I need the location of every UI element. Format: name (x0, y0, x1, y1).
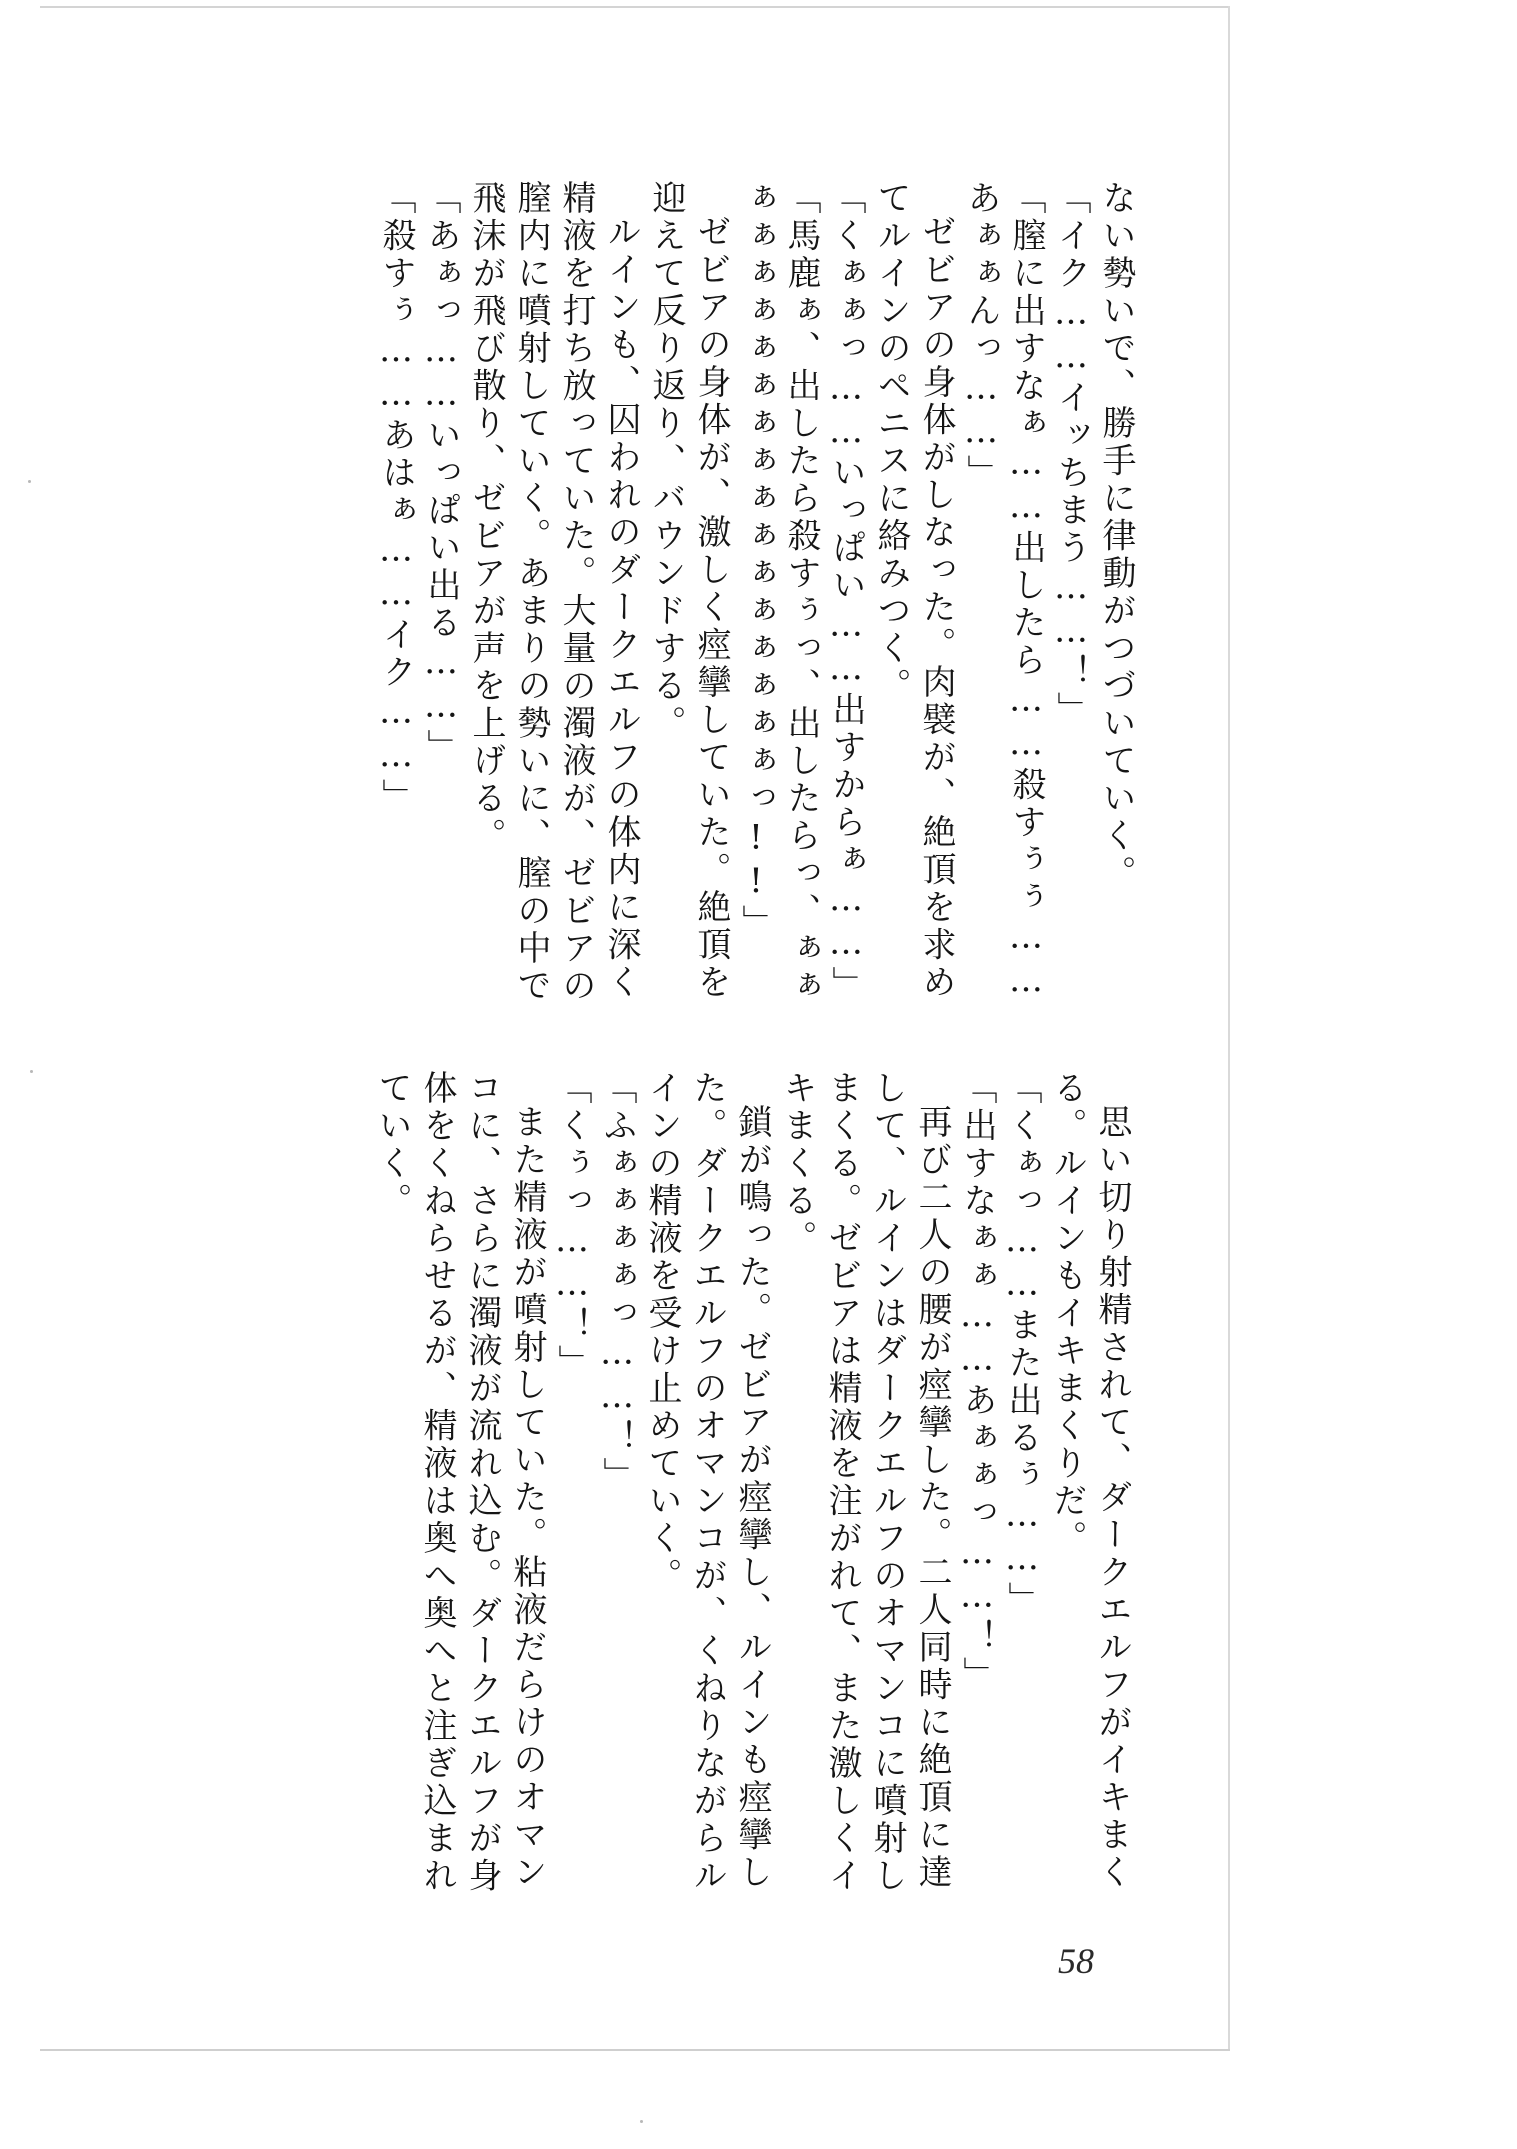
upper-text-block (108, 180, 1138, 1030)
scan-speck (28, 480, 31, 483)
page-edge-top (40, 6, 1228, 8)
page-number: 58 (1058, 1941, 1094, 1981)
paragraph: ゼビアの身体がしなった。肉襞が、絶頂を求めてルインのペニスに絡みつく。 (871, 180, 956, 1002)
dialogue-line: 「くぅっ……！」 (552, 1070, 592, 1382)
scan-speck (640, 2120, 643, 2123)
page-edge-bottom (40, 2049, 1230, 2051)
paragraph: ゼビアの身体が、激しく痙攣していた。絶頂を迎えて反り返り、バウンドする。 (646, 180, 731, 1002)
paragraph: ない勢いで、勝手に律動がつづいていく。 (1096, 180, 1136, 893)
dialogue-line: 「殺すぅ……あはぁ……イク……」 (376, 180, 416, 816)
dialogue-line: 「あぁっ……いっぱい出る……」 (421, 180, 461, 767)
page-edge-right (1228, 6, 1230, 2051)
dialogue-line: 「出すなぁぁ……あぁぁっ……！」 (957, 1070, 997, 1694)
dialogue-line: 「膣に出すなぁ……出したら……殺すぅぅ……あぁぁんっ……」 (961, 180, 1046, 1004)
scan-speck (30, 1070, 33, 1073)
lower-text-block (94, 1070, 1134, 1900)
paragraph: 鎖が鳴った。ゼビアが痙攣し、ルインも痙攣した。ダークエルフのオマンコが、くねりながらルインの精液を受け止めていく。 (642, 1070, 772, 1895)
paragraph: 思い切り射精されて、ダークエルフがイキまくる。ルインもイキまくりだ。 (1047, 1070, 1132, 1892)
dialogue-line: 「イク……イッちまう……！」 (1051, 180, 1091, 729)
paragraph: また精液が噴射していた。粘液だらけのオマンコに、さらに濁液が流れ込む。ダークエルフが身体をくねらせるが、精液は奥へ奥へと注ぎ込まれていく。 (372, 1070, 547, 1895)
dialogue-line: 「馬鹿ぁ、出したら殺すぅっ、出したらっ、ぁぁぁぁぁぁぁぁぁぁぁぁぁぁぁぁぁぁっ!!」 (736, 180, 821, 1005)
dialogue-line: 「くぁっ……また出るぅ……」 (1002, 1070, 1042, 1619)
dialogue-line: 「ふぁぁぁぁっ……！」 (597, 1070, 637, 1495)
paragraph: ルインも、囚われのダークエルフの体内に深く精液を打ち放っていた。大量の濁液が、ゼビアの膣内に噴射していく。あまりの勢いに、膣の中で飛沫が飛び散り、ゼビアが声を上げる。 (466, 180, 641, 1005)
paragraph: 再び二人の腰が痙攣した。二人同時に絶頂に達して、ルインはダークエルフのオマンコに噴射しまくる。ゼビアは精液を注がれて、また激しくイキまくる。 (777, 1070, 952, 1895)
dialogue-line: 「くぁぁっ……いっぱい……出すからぁ……」 (826, 180, 866, 1004)
